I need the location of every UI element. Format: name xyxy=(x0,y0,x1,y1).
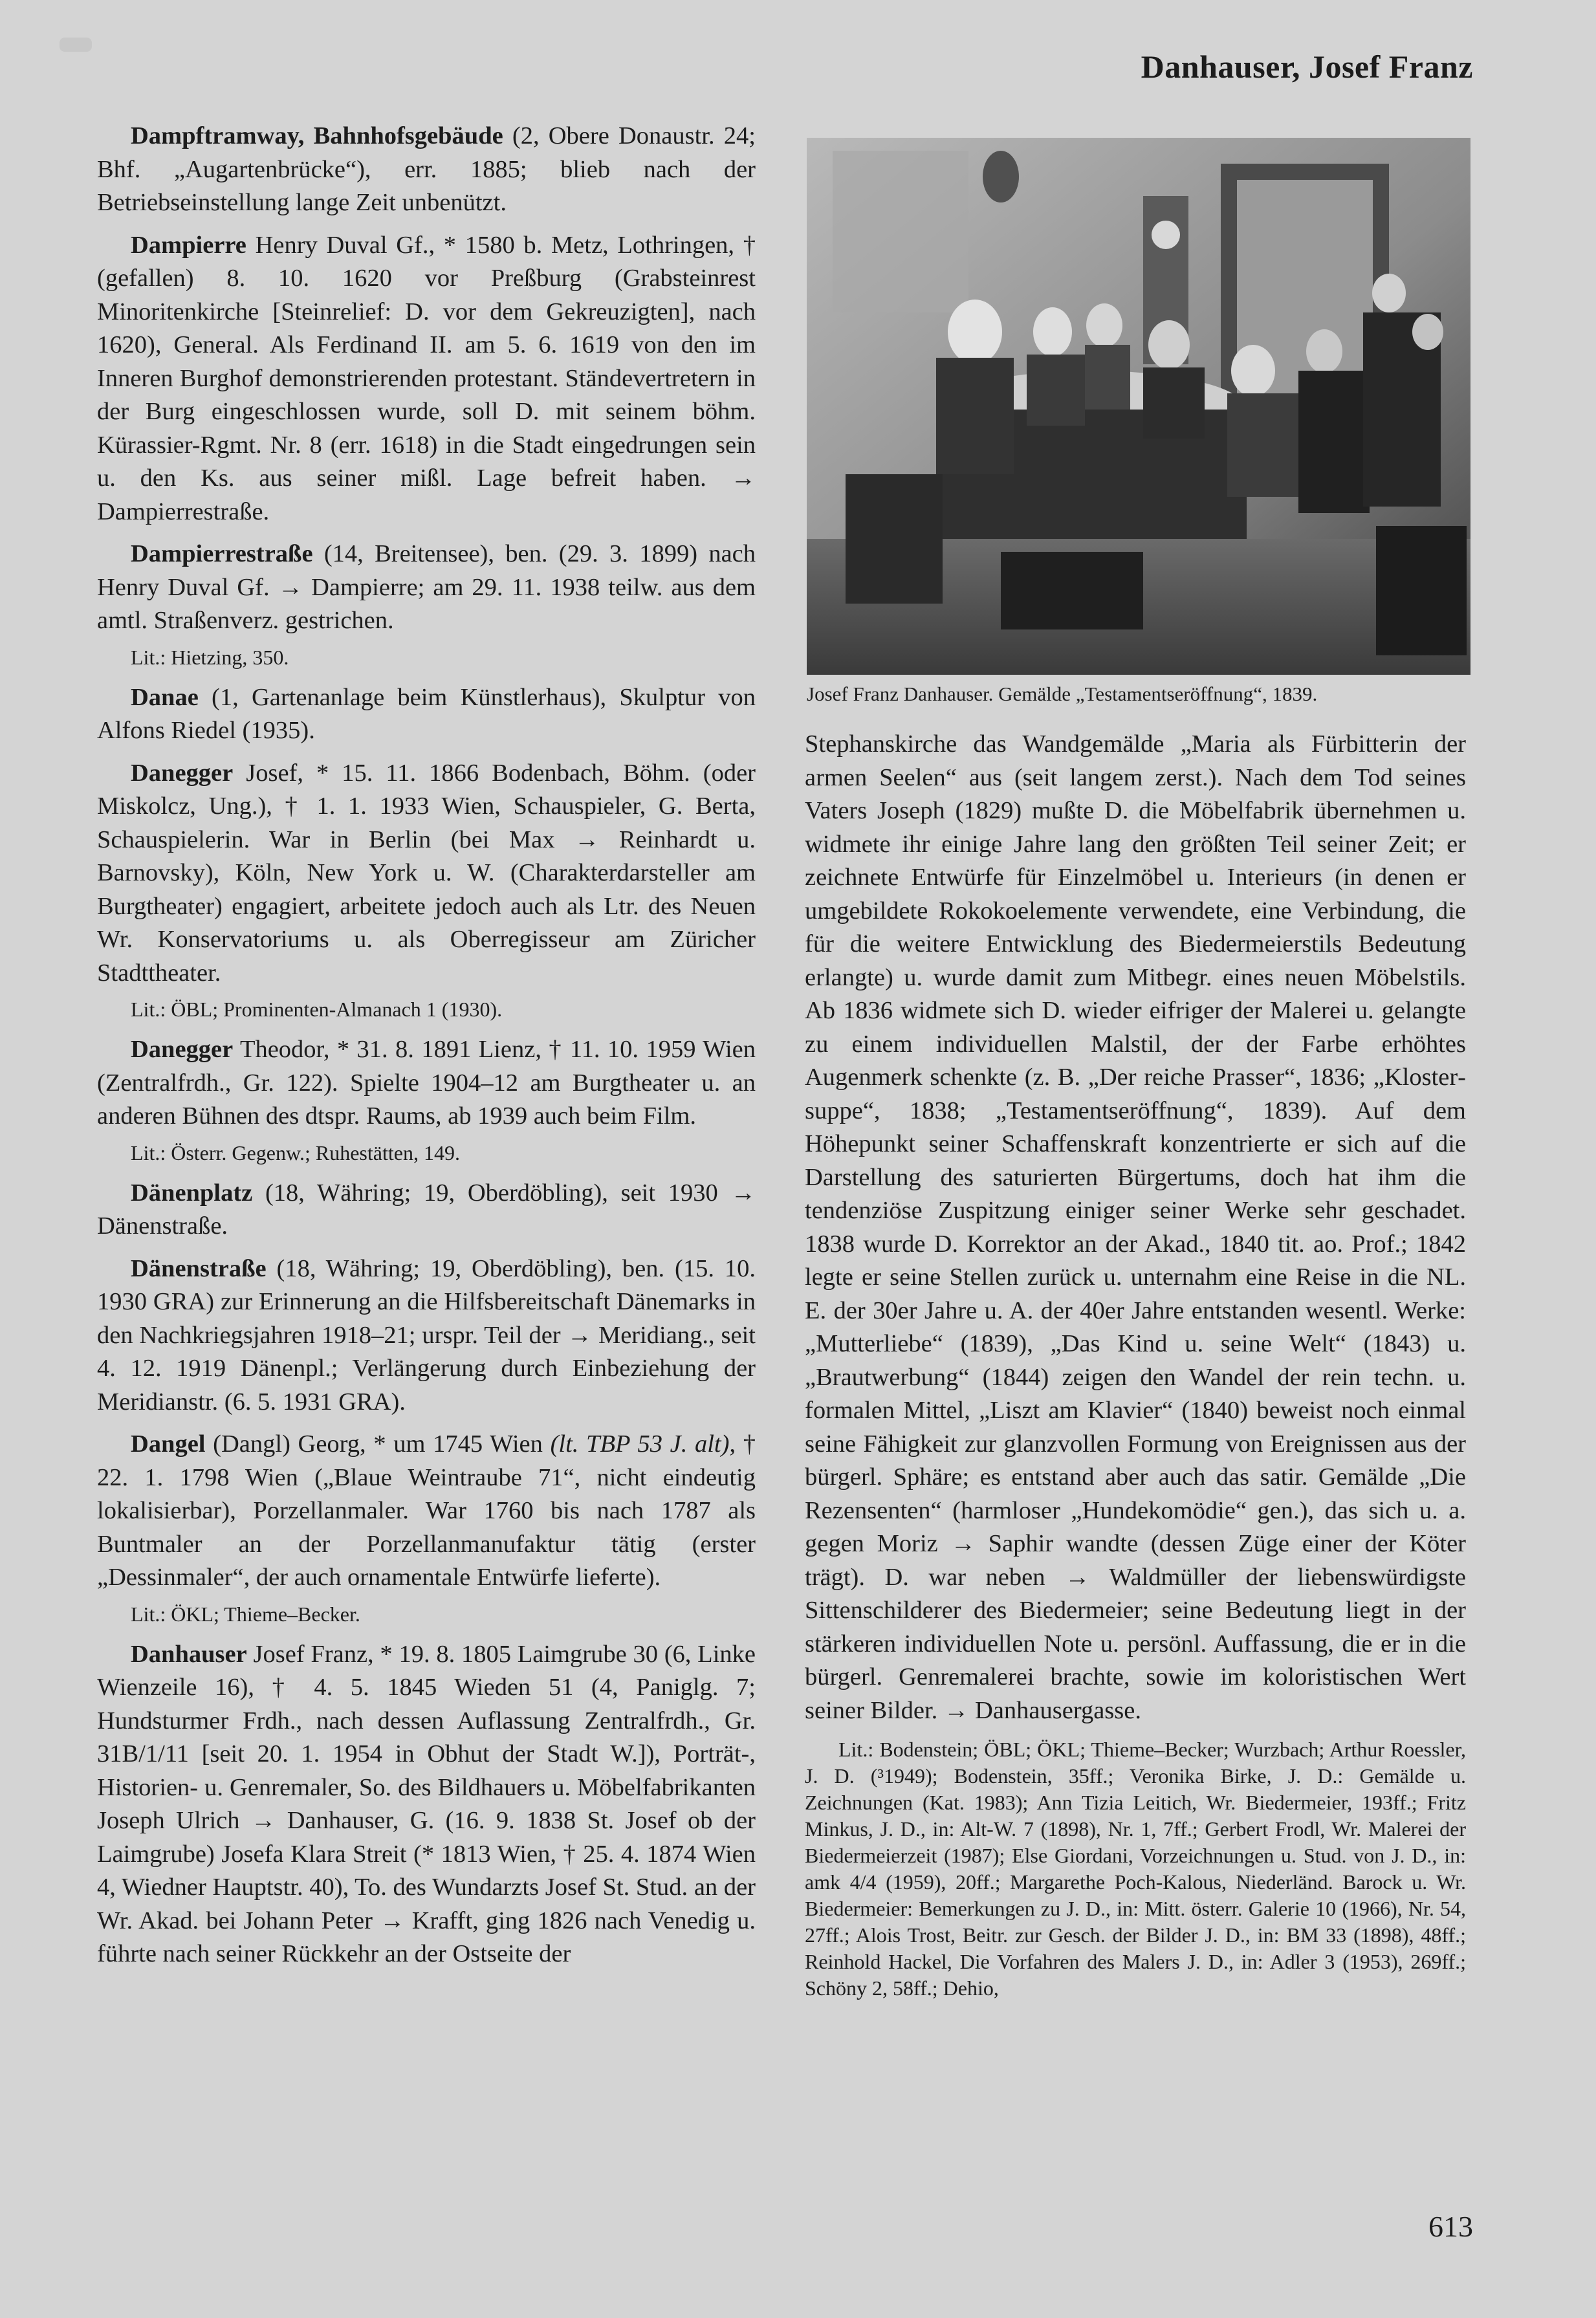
entry-headword: Dangel xyxy=(131,1430,206,1458)
entry-text: (Dangl) Georg, * um 1745 Wien xyxy=(205,1430,551,1458)
entry-text: (2, Obere Donaustr. 24; Bhf. „Augartenbrücke“), err. 1885; blieb nach der Betriebseinstellung lange Zeit unbenützt. xyxy=(97,122,756,216)
entry-text: Henry Duval Gf., * 1580 b. Metz, Lothringen, † (gefallen) 8. 10. 1620 vor Preßburg (Grabsteinrest Minoritenkirche [Steinrelief: D. vor dem Gekreuzigten], nach 1620), General. Als Ferdinand II. am 5. 6. 1619 von den im Inneren Burghof demonstrierenden protestant. Ständevertretern in der Burg eingeschlossen wurde, soll D. mit seinem böhm. Kürassier-Rgmt. Nr. 8 (err. 1618) in die Stadt eingedrungen sein u. den Ks. aus seiner mißl. Lage befreit haben. → Dampierrestraße. xyxy=(97,231,756,525)
entry-headword: Dänenplatz xyxy=(131,1179,253,1207)
entry-danhauser xyxy=(97,1638,756,1971)
literature-note: Lit.: Österr. Gegenw.; Ruhestätten, 149. xyxy=(131,1141,460,1164)
entry-danegger-theodor xyxy=(97,1033,756,1133)
page-number: 613 xyxy=(1428,2210,1473,2243)
painting-image xyxy=(807,138,1470,675)
literature-note: Lit.: ÖBL; Prominenten-Almanach 1 (1930). xyxy=(131,998,503,1021)
entry-text: Josef, * 15. 11. 1866 Bodenbach, Böhm. (oder Miskolcz, Ung.), † 1. 1. 1933 Wien, Schauspieler, G. Berta, Schauspielerin. War in Berlin (bei Max → Reinhardt u. Barnovsky), Köln, New York u. W. (Charakterdarsteller am Burgtheater) engagiert, arbeitete jedoch auch als Ltr. des Neuen Wr. Konservatoriums u. als Oberregisseur am Züricher Stadttheater. xyxy=(97,759,756,987)
entry-headword: Danae xyxy=(131,683,199,711)
entry-danae xyxy=(97,681,756,748)
left-column xyxy=(97,120,756,1980)
running-head: Danhauser, Josef Franz xyxy=(1141,49,1473,85)
painting-illustration xyxy=(807,138,1470,675)
entry-italic-note: (lt. TBP 53 J. alt) xyxy=(550,1430,730,1458)
entry-dampierrestrasse xyxy=(97,538,756,638)
entry-text: Theodor, * 31. 8. 1891 Lienz, † 11. 10. 1959 Wien (Zentralfrdh., Gr. 122). Spielte 1904–12 am Burgtheater u. an anderen Bühnen des dtspr. Raums, ab 1939 auch beim Film. xyxy=(97,1036,756,1130)
entry-text: , † 22. 1. 1798 Wien („Blaue Weintraube 71“, nicht eindeutig lokalisierbar), Porzellanmaler. War 1760 bis nach 1787 als Buntmaler an der Porzellanmanufaktur tätig (erster „Dessinmaler“, der auch ornamentale Entwürfe lieferte). xyxy=(97,1430,756,1591)
entry-headword: Dampftramway, Bahnhofsgebäude xyxy=(131,122,503,149)
entry-danhauser-continued: Stephanskirche das Wandgemälde „Maria als Fürbitterin der armen Seelen“ aus (seit langem zerst.). Nach dem Tod seines Vaters Joseph (1829) mußte D. die Möbelfabrik übernehmen u. widmete ihr einige Jahre lang den größten Teil seiner Zeit; er zeichnete Entwürfe für Einzelmöbel u. Interieurs (in denen er umgebildete Rokokoelemente verwendete, eine Verbindung, die für die weitere Entwicklung des Biedermeierstils Bedeutung erlangte) u. wurde damit zum Mitbegr. eines neuen Möbelstils. Ab 1836 widmete sich D. wieder eifriger der Malerei u. gelangte zu einem individuellen Malstil, der der Farbe erhöhtes Augenmerk schenkte (z. B. „Der reiche Prasser“, 1836; „Klostersuppe“, 1838; „Testamentseröffnung“, 1839). Auf dem Höhepunkt seiner Schaffenskraft konzentrierte er sich auf die Darstellung des saturierten Bürgertums, doch hat ihm die tendenziöse Zuspitzung einiger seiner Werke sehr geschadet. 1838 wurde D. Korrektor an der Akad., 1840 tit. ao. Prof.; 1842 legte er seine Stellen zurück u. unternahm eine Reise in die NL. E. der 30er Jahre u. A. der 40er Jahre entstanden wesentl. Werke: „Mutterliebe“ (1839), „Das Kind u. seine Welt“ (1843) u. „Brautwerbung“ (1844) zeigen den Wandel der rein techn. u. formalen Mittel, „Liszt am Klavier“ (1840) beweist noch einmal seine Fähigkeit zur glanzvollen Formung von Ereignissen aus der bürgerl. Sphäre; es entstand aber auch das satir. Gemälde „Die Rezensenten“ (harmloser „Hundekomödie“ gen.), das sich u. a. gegen Moriz → Saphir wandte (dessen Züge einer der Köter trägt). D. war neben → Waldmüller der liebenswürdigste Sittenschilderer des Biedermeier; seine Bedeutung liegt in der stärkeren individuellen Note u. persönl. Auffassung, die er in die bürgerl. Genremalerei brachte, sowie im koloristischen Wert seiner Bilder. → Danhausergasse. xyxy=(805,730,1466,1724)
entry-headword: Dampierre xyxy=(131,231,246,259)
entry-daenenplatz xyxy=(97,1177,756,1243)
entry-dampierre xyxy=(97,229,756,529)
entry-text: (18, Währing; 19, Oberdöbling), seit 1930 → Dänenstraße. xyxy=(97,1179,756,1240)
entry-dampftramway xyxy=(97,120,756,220)
literature-note: Lit.: Bodenstein; ÖBL; ÖKL; Thieme–Becker; Wurzbach; Arthur Roessler, J. D. (³1949); Bodenstein, 35ff.; Veronika Birke, J. D.: Gemälde u. Zeichnungen (Kat. 1983); Ann Tizia Leitich, Wr. Biedermeier, 193ff.; Fritz Minkus, J. D., in: Alt-W. 7 (1898), Nr. 1, 7ff.; Gerbert Frodl, Wr. Malerei der Biedermeierzeit (1987); Else Giordani, Vorzeichnungen u. Stud. von J. D., in: amk 4/4 (1959), 20ff.; Margarethe Poch-Kalous, Niederländ. Barock u. Wr. Biedermeier: Bemerkungen zu J. D., in: Mitt. österr. Galerie 10 (1966), Nr. 54, 27ff.; Alois Trost, Beitr. zur Gesch. der Bilder J. D., in: BM 33 (1898), 48ff.; Reinhold Hackel, Die Vorfahren des Malers J. D., in: Adler 3 (1953), 269ff.; Schöny 2, 58ff.; Dehio, xyxy=(805,1738,1466,2000)
literature-note: Lit.: Hietzing, 350. xyxy=(131,645,289,669)
entry-headword: Danegger xyxy=(131,1036,234,1063)
entry-text: (18, Währing; 19, Oberdöbling), ben. (15. 10. 1930 GRA) zur Erinnerung an die Hilfsbereitschaft Dänemarks in den Nachkriegsjahren 1918–21; urspr. Teil der → Meridiang., seit 4. 12. 1919 Dänenpl.; Verlängerung durch Einbeziehung der Meridianstr. (6. 5. 1931 GRA). xyxy=(97,1254,756,1416)
figure-caption: Josef Franz Danhauser. Gemälde „Testamentseröffnung“, 1839. xyxy=(807,683,1318,705)
entry-text: (14, Breitensee), ben. (29. 3. 1899) nach Henry Duval Gf. → Dampierre; am 29. 11. 1938 teilw. aus dem amtl. Straßenverz. gestrichen. xyxy=(97,540,756,634)
entry-headword: Danhauser xyxy=(131,1640,247,1668)
scan-mark xyxy=(60,38,92,52)
entry-text: Josef Franz, * 19. 8. 1805 Laimgrube 30 (6, Linke Wienzeile 16), † 4. 5. 1845 Wieden 51 (4, Paniglg. 7; Hundsturmer Frdh., nach dessen Auflassung Zentralfrdh., Gr. 31B/1/11 [seit 20. 1. 1954 in Obhut der Stadt W.]), Porträt-, Historien- u. Genremaler, So. des Bildhauers u. Möbelfabrikanten Joseph Ulrich → Danhauser, G. (16. 9. 1838 St. Josef ob der Laimgrube) Josefa Klara Streit (* 1813 Wien, † 25. 4. 1874 Wien 4, Wiedner Hauptstr. 40), To. des Wundarzts Josef St. Stud. an der Wr. Akad. bei Johann Peter → Krafft, ging 1826 nach Venedig u. führte nach seiner Rückkehr an der Ostseite der xyxy=(97,1640,756,1967)
entry-headword: Dänenstraße xyxy=(131,1254,267,1282)
entry-text: (1, Gartenanlage beim Künstlerhaus), Skulptur von Alfons Riedel (1935). xyxy=(97,683,756,744)
entry-headword: Dampierrestraße xyxy=(131,540,313,567)
right-column xyxy=(805,728,1466,2012)
literature-note: Lit.: ÖKL; Thieme–Becker. xyxy=(131,1602,360,1626)
entry-dangel xyxy=(97,1428,756,1595)
entry-daenenstrasse xyxy=(97,1252,756,1419)
entry-danegger-josef xyxy=(97,757,756,990)
entry-headword: Danegger xyxy=(131,759,234,787)
